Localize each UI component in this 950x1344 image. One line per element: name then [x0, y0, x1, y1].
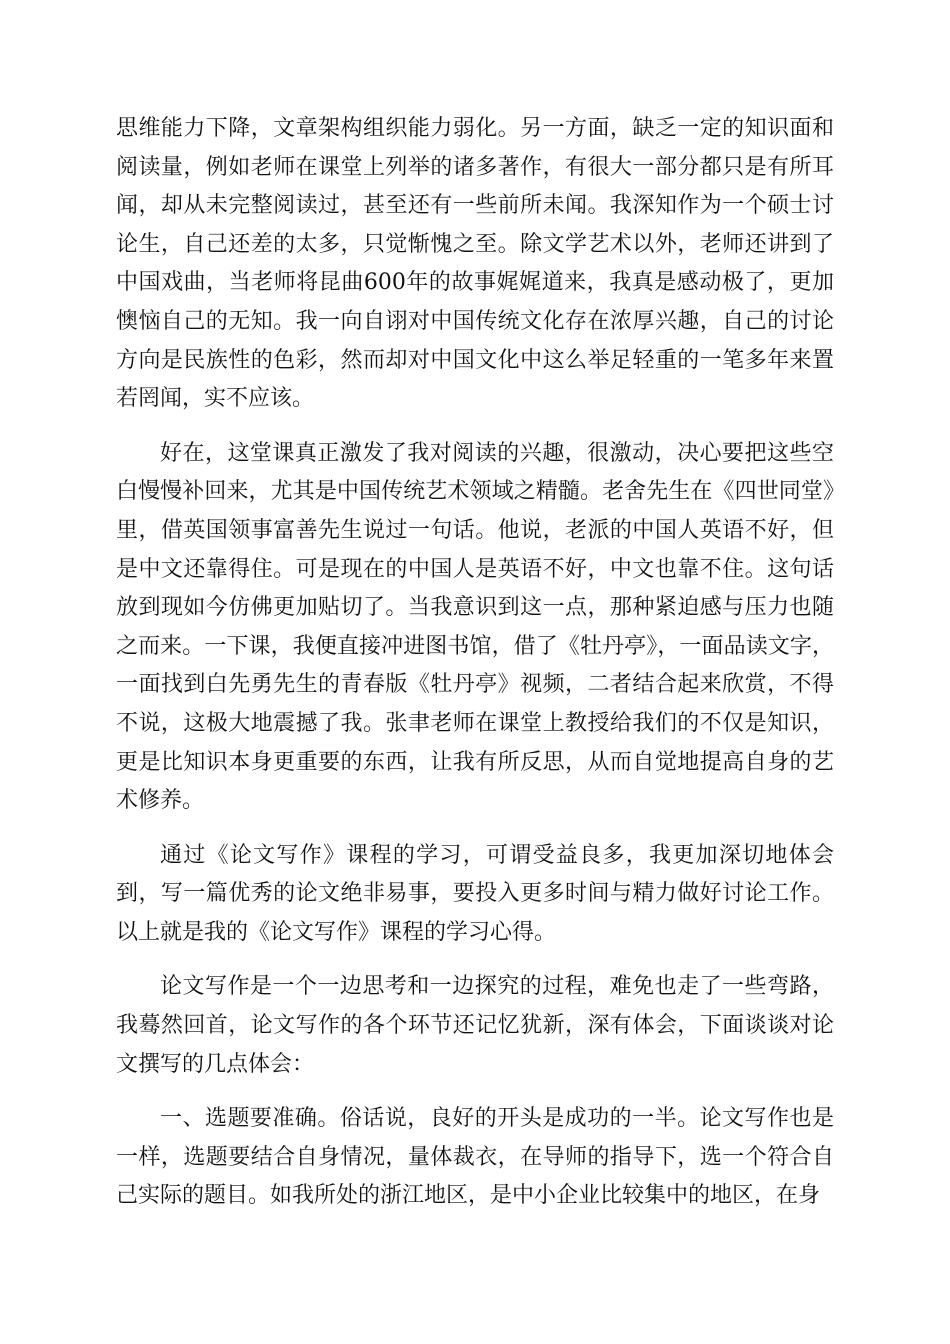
paragraph-writing-process: 论文写作是一个一边思考和一边探究的过程，难免也走了一些弯路，我蓦然回首，论文写作的各个环节还记忆犹新，深有体会，下面谈谈对论文撰写的几点体会：: [116, 974, 834, 1077]
document-page: [116, 110, 834, 1216]
paragraph-reading-interest: 好在，这堂课真正激发了我对阅读的兴趣，很激动，决心要把这些空白慢慢补回来，尤其是中国传统艺术领域之精髓。老舍先生在《四世同堂》里，借英国领事富善先生说过一句话。他说，老派的中国人英语不好，但是中文还靠得住。可是现在的中国人是英语不好，中文也靠不住。这句话放到现如今仿佛更加贴切了。当我意识到这一点，那种紧迫感与压力也随之而来。一下课，我便直接冲进图书馆，借了《牡丹亭》，一面品读文字，一面找到白先勇先生的青春版《牡丹亭》视频，二者结合起来欣赏，不得不说，这极大地震撼了我。张聿老师在课堂上教授给我们的不仅是知识，更是比知识本身更重要的东西，让我有所反思，从而自觉地提高自身的艺术修养。: [116, 440, 834, 814]
paragraph-topic-selection: 一、选题要准确。俗话说，良好的开头是成功的一半。论文写作也是一样，选题要结合自身情况，量体裁衣，在导师的指导下，选一个符合自己实际的题目。如我所处的浙江地区，是中小企业比较集中的地区，在身: [116, 1106, 834, 1209]
paragraph-course-summary: 通过《论文写作》课程的学习，可谓受益良多，我更加深切地体会到，写一篇优秀的论文绝非易事，要投入更多时间与精力做好讨论工作。以上就是我的《论文写作》课程的学习心得。: [116, 842, 834, 945]
paragraph-continuation: 思维能力下降，文章架构组织能力弱化。另一方面，缺乏一定的知识面和阅读量，例如老师在课堂上列举的诸多著作，有很大一部分都只是有所耳闻，却从未完整阅读过，甚至还有一些前所未闻。我深知作为一个硕士讨论生，自己还差的太多，只觉惭愧之至。除文学艺术以外，老师还讲到了中国戏曲，当老师将昆曲600年的故事娓娓道来，我真是感动极了，更加懊恼自己的无知。我一向自诩对中国传统文化存在浓厚兴趣，自己的讨论方向是民族性的色彩，然而却对中国文化中这么举足轻重的一笔多年来置若罔闻，实不应该。: [116, 116, 834, 412]
